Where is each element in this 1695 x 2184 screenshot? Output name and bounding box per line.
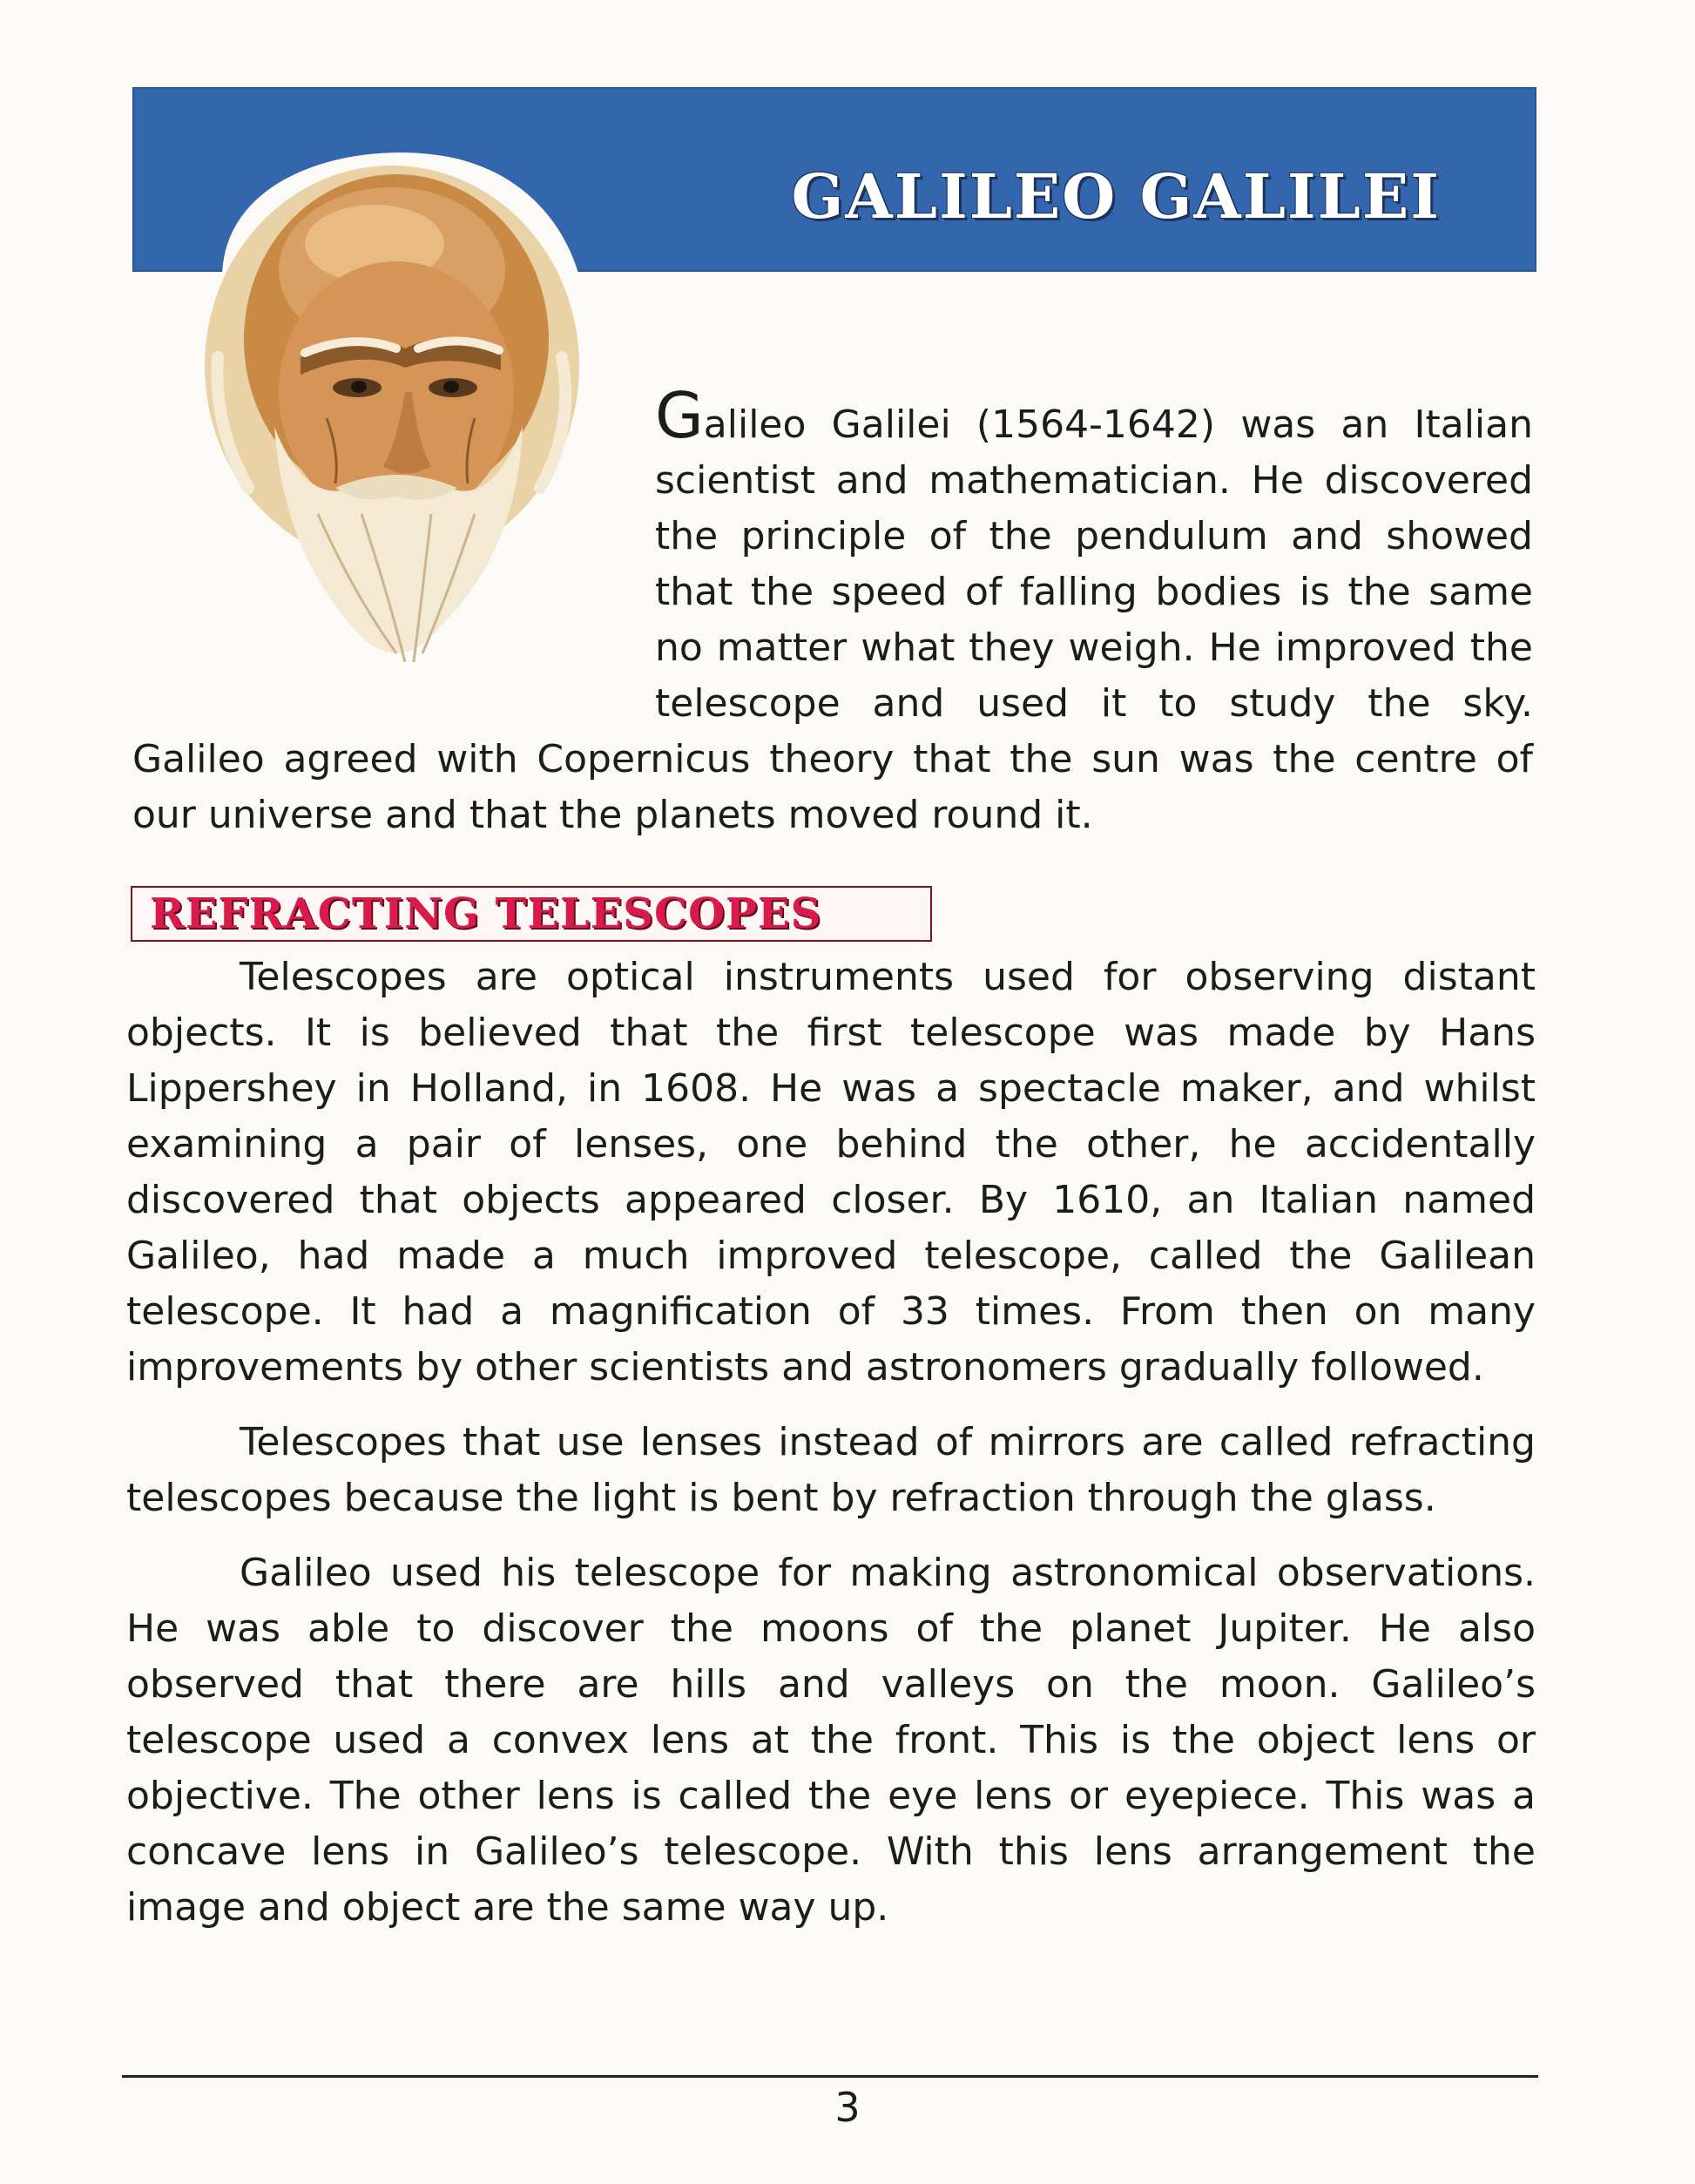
section-heading-box xyxy=(131,886,932,942)
portrait-float-spacer xyxy=(132,396,655,688)
section-body xyxy=(126,950,1536,1955)
body-paragraph: Galileo used his telescope for making astronomical observations. He was able to discover the moons of the planet Jupiter. He also observed that there are hills and valleys on the moon. Galileo’s telescope used a convex lens at the front. This is the object lens or objective. The other lens is called the eye lens or eyepiece. This was a concave lens in Galileo’s telescope. With this lens arrangement the image and object are the same way up. xyxy=(126,1551,1536,1930)
body-paragraph: Telescopes are optical instruments used for observing distant objects. It is believed that the first telescope was made by Hans Lippershey in Holland, in 1608. He was a spectacle maker, and whilst examining a pair of lenses, one behind the other, he accidentally discovered that objects appeared closer. By 1610, an Italian named Galileo, had made a much improved telescope, called the Galilean telescope. It had a magnification of 33 times. From then on many improvements by other scientists and astronomers gradually followed. xyxy=(126,955,1536,1390)
intro-dropcap: G xyxy=(655,379,704,452)
intro-text: alileo Galilei (1564-1642) was an Italian scientist and mathematician. He discovered the principle of the pendulum and showed that the speed of falling bodies is the same no matter what they weigh. He improved the telescope and used it to study the sky. Galileo agreed with Copernicus theory that the sun was the centre of our universe and that the planets moved round it. xyxy=(132,402,1533,837)
page-number: 3 xyxy=(834,2084,861,2131)
intro-paragraph xyxy=(132,379,1533,843)
footer-divider xyxy=(122,2075,1538,2078)
page-title: GALILEO GALILEI xyxy=(791,160,1441,233)
body-paragraph: Telescopes that use lenses instead of mirrors are called refracting telescopes because the light is bent by refraction through the glass. xyxy=(126,1420,1536,1520)
section-heading: REFRACTING TELESCOPES xyxy=(150,889,822,938)
